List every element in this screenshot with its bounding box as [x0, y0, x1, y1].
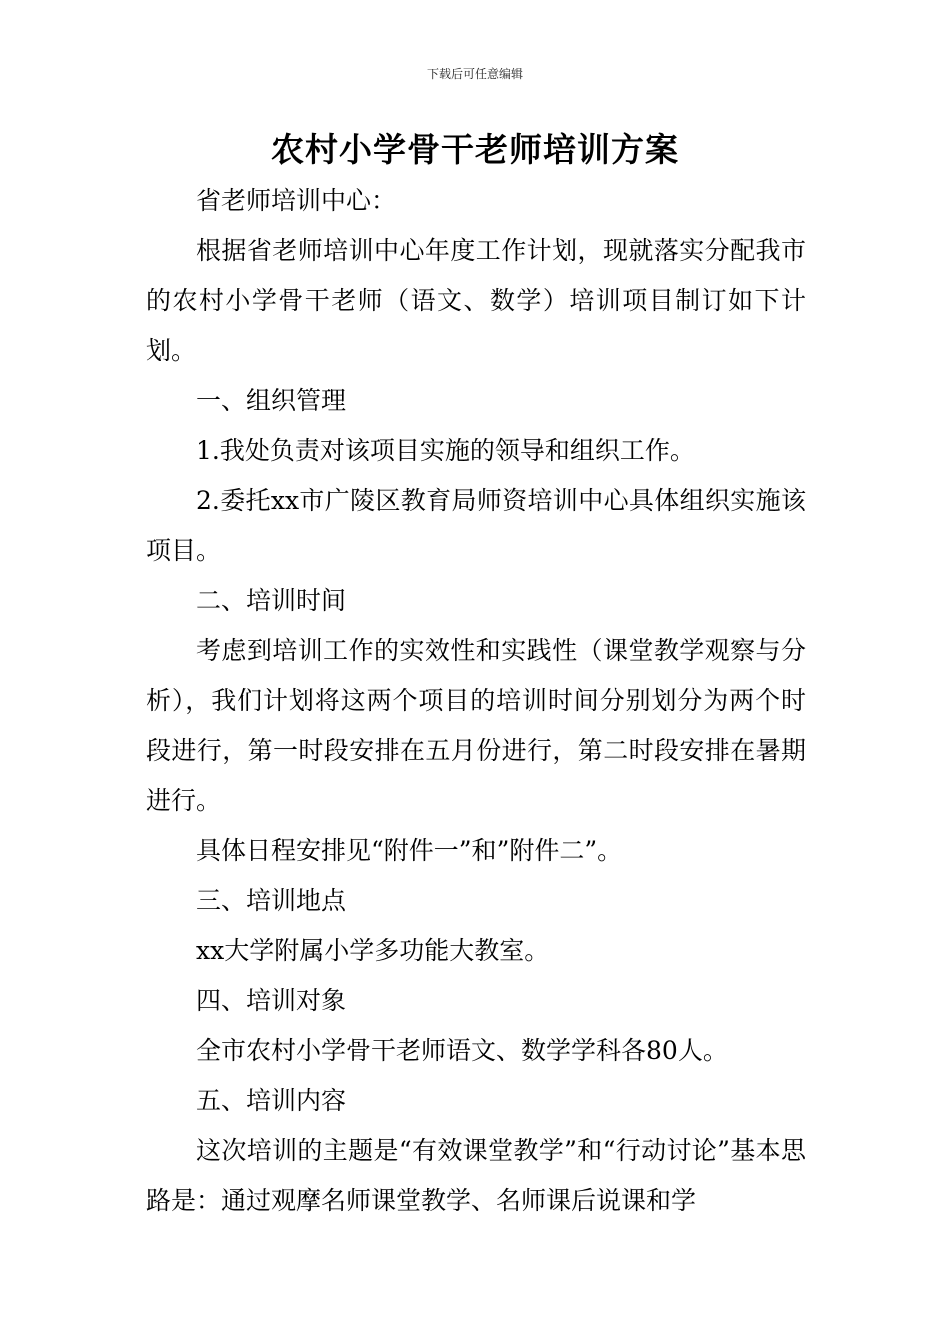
section-heading-audience: 四、培训对象 — [196, 986, 347, 1015]
salutation: 省老师培训中心： — [196, 186, 397, 215]
document-title: 农村小学骨干老师培训方案 — [271, 130, 679, 169]
content-paragraph: 这次培训的主题是“有效课堂教学”和“行动讨论”基本思路是：通过观摩名师课堂教学、名师课后说课和学 — [146, 1136, 807, 1215]
location-paragraph: xx大学附属小学多功能大教室。 — [196, 936, 550, 965]
section-heading-content: 五、培训内容 — [196, 1086, 347, 1115]
document-body — [146, 176, 806, 1226]
audience-paragraph: 全市农村小学骨干老师语文、数学学科各80人。 — [196, 1036, 728, 1065]
schedule-note: 具体日程安排见“附件一”和”附件二”。 — [196, 836, 623, 865]
time-paragraph: 考虑到培训工作的实效性和实践性（课堂教学观察与分析），我们计划将这两个项目的培训时间分别划分为两个时段进行，第一时段安排在五月份进行，第二时段安排在暑期进行。 — [146, 636, 806, 815]
list-item: 2.委托xx市广陵区教育局师资培训中心具体组织实施该项目。 — [146, 486, 806, 565]
list-item: 1.我处负责对该项目实施的领导和组织工作。 — [196, 436, 695, 465]
section-heading-location: 三、培训地点 — [196, 886, 347, 915]
intro-paragraph: 根据省老师培训中心年度工作计划，现就落实分配我市的农村小学骨干老师（语文、数学）培训项目制订如下计划。 — [146, 236, 806, 365]
section-heading-time: 二、培训时间 — [196, 586, 347, 615]
header-note: 下载后可任意编辑 — [426, 67, 523, 81]
section-heading-organization: 一、组织管理 — [196, 386, 347, 415]
